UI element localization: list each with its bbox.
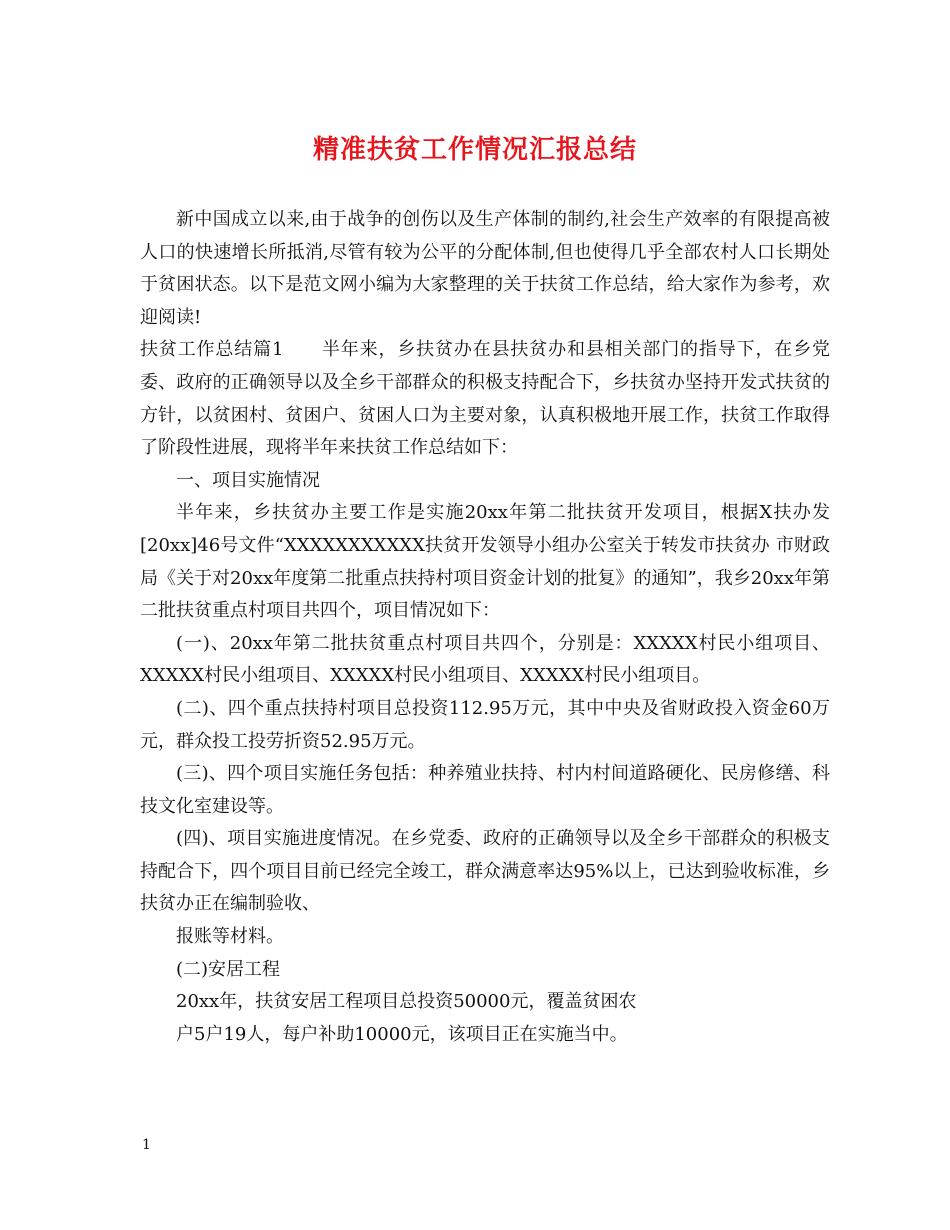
- list-item: (四)、项目实施进度情况。在乡党委、政府的正确领导以及全乡干部群众的积极支持配合下，四个项目目前已经完全竣工，群众满意率达95%以上，已达到验收标准，乡扶贫办正在编制验收、: [140, 828, 830, 915]
- list-item: (一)、20xx年第二批扶贫重点村项目共四个，分别是：XXXXX村民小组项目、XXXXX村民小组项目、XXXXX村民小组项目、XXXXX村民小组项目。: [140, 632, 830, 687]
- section-heading: 一、项目实施情况: [176, 469, 320, 491]
- paragraph: 半年来，乡扶贫办主要工作是实施20xx年第二批扶贫开发项目，根据X扶办发[20xx]46号文件“XXXXXXXXXXX扶贫开发领导小组办公室关于转发市扶贫办 市财政局《关于对20xx年度第二批重点扶持村项目资金计划的批复》的通知”，我乡20xx年第二批扶贫重点村项目共四个，项目情况如下：: [140, 502, 830, 622]
- paragraph: 新中国成立以来,由于战争的创伤以及生产体制的制约,社会生产效率的有限提高被人口的快速增长所抵消,尽管有较为公平的分配体制,但也使得几乎全部农村人口长期处于贫困状态。以下是范文网小编为大家整理的关于扶贫工作总结，给大家作为参考，欢迎阅读!: [140, 209, 830, 328]
- document-title: 精准扶贫工作情况汇报总结: [312, 135, 637, 165]
- list-item: (三)、四个项目实施任务包括：种养殖业扶持、村内村间道路硬化、民房修缮、科技文化室建设等。: [140, 763, 830, 817]
- page-number: 1: [142, 1137, 151, 1153]
- section-heading: (二)安居工程: [176, 958, 281, 980]
- paragraph: 20xx年，扶贫安居工程项目总投资50000元，覆盖贫困农: [176, 991, 637, 1013]
- document-body: [140, 204, 830, 1051]
- paragraph: 扶贫工作总结篇1 半年来，乡扶贫办在县扶贫办和县相关部门的指导下，在乡党委、政府的正确领导以及全乡干部群众的积极支持配合下，乡扶贫办坚持开发式扶贫的方针，以贫困村、贫困户、贫困人口为主要对象，认真积极地开展工作，扶贫工作取得了阶段性进展，现将半年来扶贫工作总结如下：: [140, 339, 830, 459]
- paragraph: 户5户19人，每户补助10000元，该项目正在实施当中。: [176, 1023, 628, 1045]
- list-item: (二)、四个重点扶持村项目总投资112.95万元，其中中央及省财政投入资金60万元，群众投工投劳折资52.95万元。: [140, 697, 830, 752]
- paragraph: 报账等材料。: [176, 926, 284, 948]
